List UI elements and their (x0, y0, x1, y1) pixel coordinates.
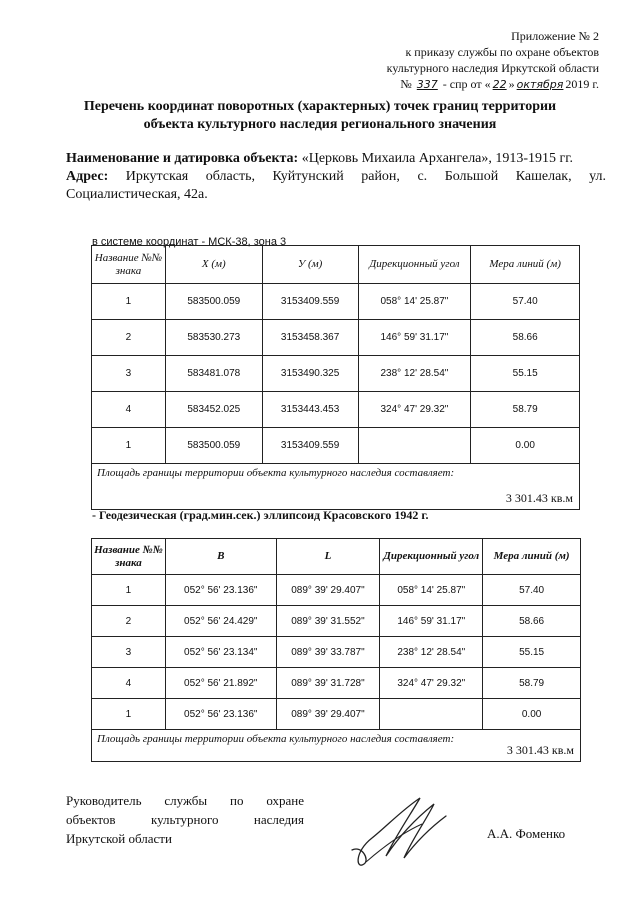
appendix-line-2: к приказу службы по охране объектов (405, 45, 599, 59)
cell-angle: 238° 12' 28.54" (358, 356, 471, 392)
cell-point: 1 (92, 428, 166, 464)
table-row (92, 284, 580, 320)
cell-angle: 324° 47' 29.32" (380, 668, 483, 699)
cell-length: 57.40 (471, 284, 580, 320)
header-point-name: Название №№ знака (92, 539, 166, 575)
appendix-line-1: Приложение № 2 (511, 29, 599, 43)
object-address-value: Иркутская область, Куйтунский район, с. Большой Кашелак, ул. Социалистическая, 42а. (66, 169, 606, 202)
title-line-1: Перечень координат поворотных (характерных) точек границ территории (83, 99, 557, 114)
order-day-close: » (508, 77, 515, 91)
cell-length: 58.79 (471, 392, 580, 428)
cell-length: 58.66 (483, 606, 581, 637)
cell-length: 57.40 (483, 575, 581, 606)
header-x: X (м) (165, 246, 262, 284)
cell-l: 089° 39' 31.552" (276, 606, 380, 637)
cell-l: 089° 39' 31.728" (276, 668, 380, 699)
object-name (66, 150, 606, 168)
header-point-name: Название №№ знака (92, 246, 166, 284)
area-row (92, 730, 581, 762)
cell-length: 55.15 (471, 356, 580, 392)
cell-point: 1 (92, 284, 166, 320)
area-value: 3 301.43 кв.м (506, 743, 574, 757)
signatory-name: А.А. Фоменко (487, 826, 566, 841)
area-label: Площадь границы территории объекта культурного наследия составляет: (97, 467, 455, 479)
cell-b: 052° 56' 23.136" (165, 699, 276, 730)
table-row (92, 637, 581, 668)
header-l: L (276, 539, 380, 575)
order-number-mid: - спр от « (442, 77, 491, 91)
cell-b: 052° 56' 21.892" (165, 668, 276, 699)
cell-x: 583481.078 (165, 356, 262, 392)
object-address (66, 168, 606, 204)
cell-length: 0.00 (471, 428, 580, 464)
cell-y: 3153409.559 (262, 284, 358, 320)
order-year: 2019 г. (565, 77, 599, 91)
cell-y: 3153443.453 (262, 392, 358, 428)
appendix-line-3: культурного наследия Иркутской области (386, 61, 599, 75)
object-info (66, 150, 606, 204)
header-direction-angle: Дирекционный угол (358, 246, 471, 284)
cell-y: 3153458.367 (262, 320, 358, 356)
cell-point: 3 (92, 637, 166, 668)
area-cell (92, 730, 581, 762)
table-row (92, 606, 581, 637)
cell-angle: 058° 14' 25.87" (358, 284, 471, 320)
cell-length: 58.66 (471, 320, 580, 356)
table-row (92, 699, 581, 730)
signatory-line-3: Иркутской области (66, 831, 172, 846)
table-row (92, 392, 580, 428)
area-label: Площадь границы территории объекта культурного наследия составляет: (97, 733, 455, 745)
table-header-row (92, 246, 580, 284)
header-line-length: Мера линий (м) (471, 246, 580, 284)
cell-b: 052° 56' 24.429" (165, 606, 276, 637)
table-row (92, 575, 581, 606)
object-name-label: Наименование и датировка объекта: (66, 151, 299, 166)
msk-coordinates-table (91, 245, 580, 510)
cell-point: 4 (92, 392, 166, 428)
header-line-length: Мера линий (м) (483, 539, 581, 575)
cell-x: 583452.025 (165, 392, 262, 428)
cell-point: 1 (92, 575, 166, 606)
title-line-2: объекта культурного наследия регионального значения (143, 117, 497, 132)
cell-x: 583500.059 (165, 428, 262, 464)
header-b: B (165, 539, 276, 575)
header-direction-angle: Дирекционный угол (380, 539, 483, 575)
cell-point: 3 (92, 356, 166, 392)
area-row (92, 464, 580, 510)
cell-y: 3153409.559 (262, 428, 358, 464)
cell-x: 583500.059 (165, 284, 262, 320)
table-row (92, 668, 581, 699)
table1-caption: в системе координат - МСК-38, зона 3 (92, 236, 287, 248)
signatory-position (66, 791, 304, 848)
cell-point: 4 (92, 668, 166, 699)
cell-l: 089° 39' 29.407" (276, 575, 380, 606)
cell-x: 583530.273 (165, 320, 262, 356)
order-month-handwritten: октября (516, 78, 564, 91)
order-number-prefix: № (400, 77, 412, 91)
cell-angle: 058° 14' 25.87" (380, 575, 483, 606)
cell-y: 3153490.325 (262, 356, 358, 392)
geodetic-coordinates-table (91, 538, 581, 762)
cell-length: 55.15 (483, 637, 581, 668)
handwritten-signature-icon (342, 790, 462, 870)
area-cell (92, 464, 580, 510)
cell-length: 58.79 (483, 668, 581, 699)
table2-caption: - Геодезическая (град.мин.сек.) эллипсоид Красовского 1942 г. (92, 508, 429, 522)
cell-angle: 324° 47' 29.32" (358, 392, 471, 428)
signatory-line-2: объектов культурного наследия (66, 812, 304, 827)
cell-point: 2 (92, 606, 166, 637)
cell-point: 2 (92, 320, 166, 356)
cell-b: 052° 56' 23.134" (165, 637, 276, 668)
table-row (92, 320, 580, 356)
document-title (40, 98, 600, 134)
cell-l: 089° 39' 33.787" (276, 637, 380, 668)
table-row (92, 356, 580, 392)
order-number-handwritten: 337 (416, 78, 438, 91)
table-row (92, 428, 580, 464)
appendix-block (299, 28, 599, 93)
cell-b: 052° 56' 23.136" (165, 575, 276, 606)
area-value: 3 301.43 кв.м (505, 491, 573, 505)
cell-angle: 238° 12' 28.54" (380, 637, 483, 668)
object-name-value: «Церковь Михаила Архангела», 1913-1915 гг. (301, 151, 573, 166)
order-day-handwritten: 22 (492, 78, 507, 91)
header-y: У (м) (262, 246, 358, 284)
appendix-order-number (299, 76, 599, 93)
signatory-line-1: Руководитель службы по охране (66, 793, 304, 808)
object-address-label: Адрес: (66, 169, 109, 184)
cell-angle: 146° 59' 31.17" (380, 606, 483, 637)
cell-angle (358, 428, 471, 464)
cell-angle: 146° 59' 31.17" (358, 320, 471, 356)
cell-l: 089° 39' 29.407" (276, 699, 380, 730)
cell-point: 1 (92, 699, 166, 730)
table-header-row (92, 539, 581, 575)
cell-length: 0.00 (483, 699, 581, 730)
cell-angle (380, 699, 483, 730)
